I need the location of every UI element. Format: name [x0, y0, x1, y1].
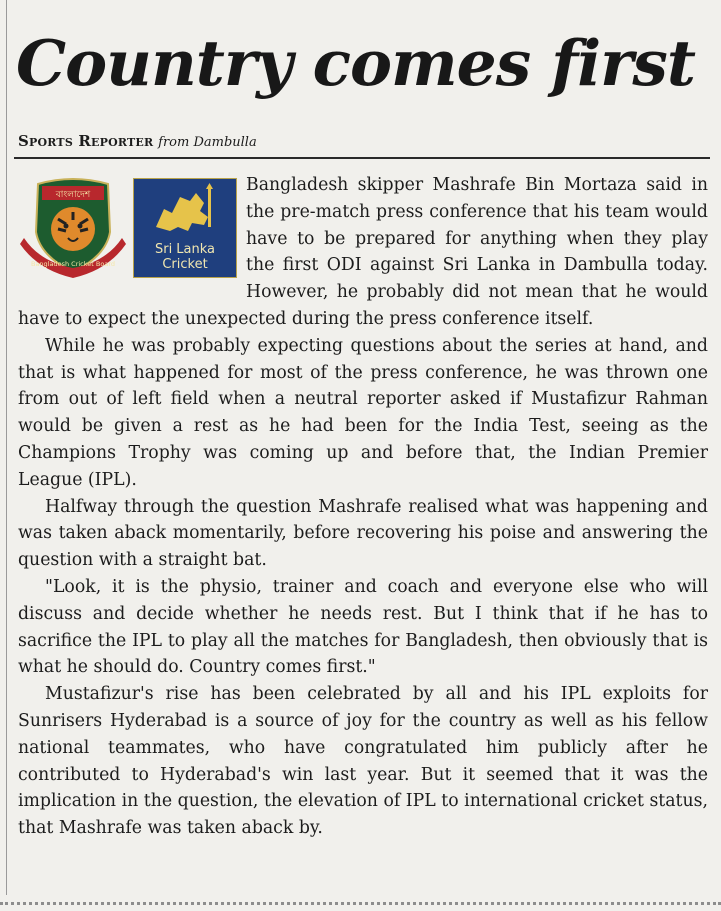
headline: Country comes first [16, 26, 695, 100]
article-body [18, 172, 708, 842]
slc-text-line1: Sri Lanka [154, 242, 216, 257]
byline [18, 131, 257, 153]
bcb-bangla-text: বাংলাদেশ [55, 190, 91, 200]
article-paragraph: "Look, it is the physio, trainer and coach and everyone else who will discuss and decide whether he needs rest. But I think that if he has to sacrifice the IPL to play all the matches for Bangladesh, then obviously that is what he should do. Country comes first." [18, 576, 708, 678]
article-paragraph: Halfway through the question Mashrafe realised what was happening and was taken aback momentarily, before recovering his poise and answering the question with a straight bat. [18, 496, 708, 571]
byline-reporter: Sports Reporter [18, 132, 154, 150]
byline-divider [14, 157, 710, 159]
article-paragraph: Mustafizur's rise has been celebrated by all and his IPL exploits for Sunrisers Hyderabad is a source of joy for the country as well as his fellow national teammates, who have congratulated him publicly after he contributed to Hyderabad's win last year. But it seemed that it was the implication in the question, the elevation of IPL to international cricket status, that Mashrafe was taken aback by. [18, 684, 708, 839]
bcb-logo [18, 174, 128, 284]
column-rule [6, 0, 7, 895]
article-paragraph: While he was probably expecting questions about the series at hand, and that is what happened for most of the press conference, he was thrown one from out of left field when a neutral reporter asked if Mustafizur Rahman would be given a rest as he had been for the India Test, seeing as the Champions Trophy was coming up and before that, the Indian Premier League (IPL). [18, 335, 708, 490]
team-logos [18, 172, 246, 300]
slc-text-line2: Cricket [162, 257, 208, 272]
bottom-divider [0, 902, 721, 905]
article-paragraph: Bangladesh skipper Mashrafe Bin Mortaza said in the pre-match press conference that his team would have to be prepared for anything when they play the first ODI against Sri Lanka in Dambulla today. However, he probably did not mean that he would have to expect the unexpected during the press conference itself. [18, 175, 708, 329]
slc-logo [133, 178, 237, 278]
byline-location: from Dambulla [158, 135, 257, 150]
lion-icon [134, 179, 236, 239]
bcb-ribbon-text: Bangladesh Cricket Board [30, 260, 116, 268]
